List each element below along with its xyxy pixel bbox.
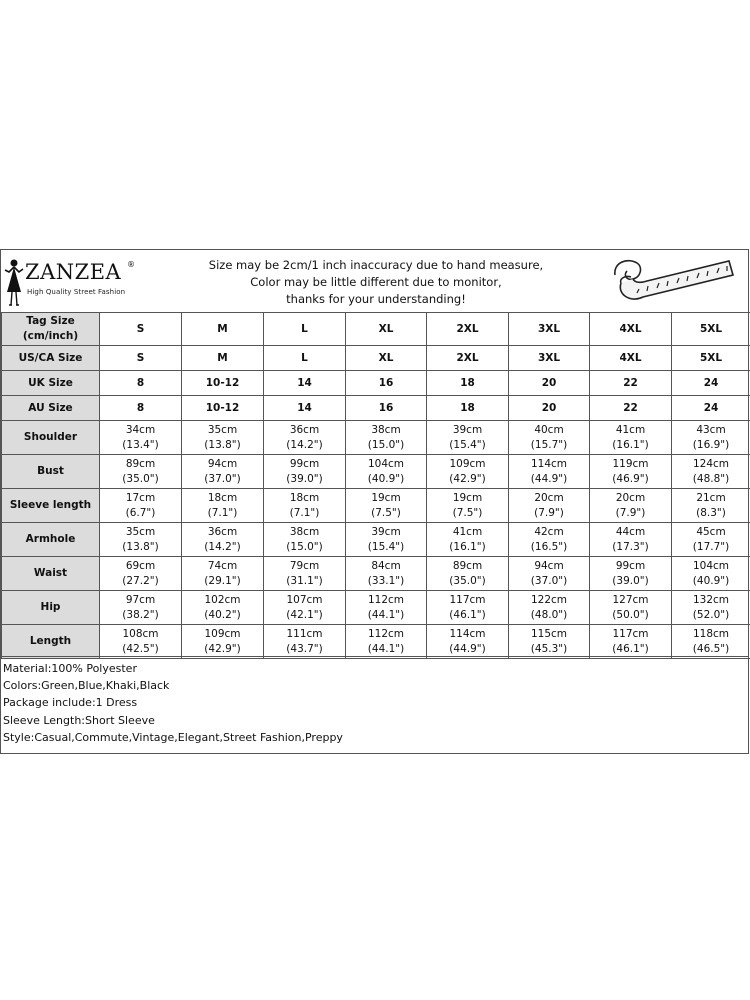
measurement-cell: [182, 591, 264, 625]
measurement-cell: [590, 591, 672, 625]
inch-value: (14.2"): [286, 438, 323, 451]
row-label-cell: [2, 557, 100, 591]
cm-value: 74cm: [207, 559, 238, 572]
cm-value: 114cm: [530, 457, 568, 470]
conversion-value: 14: [297, 376, 312, 389]
measurement-notice: [181, 257, 571, 308]
conversion-cell: [672, 396, 750, 421]
size-header-cell: [590, 313, 672, 346]
cm-value: 20cm: [615, 491, 646, 504]
conversion-cell: [182, 396, 264, 421]
size-header: S: [136, 322, 145, 335]
conversion-cell: [264, 371, 346, 396]
inch-value: (7.9"): [615, 506, 646, 519]
inch-value: (17.3"): [612, 540, 649, 553]
conversion-value: 18: [460, 376, 475, 389]
measurement-row: [2, 523, 750, 557]
cm-value: 104cm: [692, 559, 730, 572]
inch-value: (31.1"): [286, 574, 323, 587]
measurement-cell: [672, 625, 750, 659]
measurement-cell: [182, 455, 264, 489]
tag-size-header: [2, 313, 100, 346]
measurement-cell: [264, 421, 346, 455]
cm-value: 42cm: [534, 525, 564, 538]
cm-value: 107cm: [286, 593, 323, 606]
cm-value: 99cm: [289, 457, 320, 470]
inch-value: (46.1"): [612, 642, 649, 655]
inch-value: (16.1"): [612, 438, 649, 451]
inch-value: (15.7"): [530, 438, 568, 451]
measuring-tape-icon: [607, 253, 737, 309]
measurement-cell: [427, 625, 509, 659]
chart-header: [1, 250, 748, 313]
row-label-cell: [2, 625, 100, 659]
measurement-cell: [590, 421, 672, 455]
measurement-cell: [672, 455, 750, 489]
measurement-cell: [590, 523, 672, 557]
measurement-cell: [590, 557, 672, 591]
row-label-cell: [2, 591, 100, 625]
inch-value: (40.9"): [692, 574, 730, 587]
measurement-cell: [346, 523, 427, 557]
measurement-cell: [509, 421, 590, 455]
inch-value: (13.8"): [204, 438, 241, 451]
conversion-value: 2XL: [456, 351, 479, 364]
measurement-cell: [672, 489, 750, 523]
notice-line: Color may be little different due to monitor,: [250, 275, 502, 289]
measurement-cell: [509, 489, 590, 523]
cm-value: 112cm: [367, 593, 405, 606]
inch-value: (48.8"): [692, 472, 730, 485]
measurement-cell: [264, 591, 346, 625]
measurement-cell: [509, 557, 590, 591]
row-label: Shoulder: [23, 431, 78, 443]
measurement-cell: [427, 489, 509, 523]
inch-value: (35.0"): [449, 574, 486, 587]
cm-value: 18cm: [207, 491, 238, 504]
cm-value: 104cm: [367, 457, 405, 470]
notice-line: Size may be 2cm/1 inch inaccuracy due to hand measure,: [208, 258, 544, 272]
size-header: 2XL: [456, 322, 479, 335]
cm-value: 132cm: [692, 593, 730, 606]
row-label-cell: [2, 346, 100, 371]
measurement-cell: [346, 557, 427, 591]
conversion-value: S: [136, 351, 145, 364]
tag-size-row: [2, 313, 750, 346]
conversion-cell: [590, 346, 672, 371]
size-table: [1, 312, 750, 659]
measurement-cell: [264, 489, 346, 523]
size-chart: [0, 249, 749, 754]
conversion-cell: [100, 371, 182, 396]
cm-value: 41cm: [452, 525, 483, 538]
conversion-value: L: [301, 351, 308, 364]
conversion-value: M: [217, 351, 228, 364]
conversion-row: [2, 346, 750, 371]
row-label: US/CA Size: [18, 351, 83, 364]
inch-value: (14.2"): [204, 540, 241, 553]
conversion-cell: [427, 346, 509, 371]
tag-size-label: Tag Size (cm/inch): [22, 315, 79, 342]
cm-value: 35cm: [125, 525, 156, 538]
cm-value: 38cm: [371, 423, 401, 436]
size-header-cell: [427, 313, 509, 346]
conversion-cell: [182, 346, 264, 371]
measurement-row: [2, 625, 750, 659]
measurement-cell: [100, 591, 182, 625]
inch-value: (15.0"): [286, 540, 323, 553]
measurement-cell: [427, 523, 509, 557]
inch-value: (37.0"): [530, 574, 568, 587]
measurement-cell: [346, 591, 427, 625]
cm-value: 97cm: [125, 593, 156, 606]
cm-value: 119cm: [612, 457, 649, 470]
measurement-cell: [427, 421, 509, 455]
cm-value: 99cm: [615, 559, 646, 572]
measurement-cell: [427, 455, 509, 489]
inch-value: (44.9"): [449, 642, 486, 655]
cm-value: 19cm: [452, 491, 483, 504]
measurement-cell: [182, 557, 264, 591]
cm-value: 122cm: [530, 593, 568, 606]
conversion-cell: [264, 396, 346, 421]
measurement-cell: [672, 523, 750, 557]
measurement-cell: [264, 523, 346, 557]
measurement-cell: [427, 591, 509, 625]
measurement-cell: [590, 489, 672, 523]
inch-value: (45.3"): [530, 642, 568, 655]
conversion-value: 22: [623, 376, 638, 389]
cm-value: 39cm: [452, 423, 483, 436]
conversion-value: 18: [460, 401, 475, 414]
conversion-cell: [509, 396, 590, 421]
colors-text: Colors:Green,Blue,Khaki,Black: [3, 679, 170, 693]
product-info: [1, 656, 748, 753]
measurement-row: [2, 591, 750, 625]
inch-value: (33.1"): [367, 574, 405, 587]
inch-value: (13.4"): [122, 438, 159, 451]
cm-value: 38cm: [289, 525, 320, 538]
cm-value: 35cm: [207, 423, 238, 436]
inch-value: (44.1"): [367, 642, 405, 655]
conversion-cell: [427, 371, 509, 396]
conversion-value: 10-12: [205, 376, 240, 389]
conversion-cell: [346, 396, 427, 421]
inch-value: (42.9"): [204, 642, 241, 655]
conversion-value: 14: [297, 401, 312, 414]
inch-value: (40.9"): [367, 472, 405, 485]
size-header-cell: [509, 313, 590, 346]
cm-value: 94cm: [534, 559, 564, 572]
measurement-cell: [182, 489, 264, 523]
fashion-figure-logo-icon: [3, 258, 25, 308]
inch-value: (17.7"): [692, 540, 730, 553]
sleeve-length-text: Sleeve Length:Short Sleeve: [3, 713, 155, 727]
measurement-cell: [182, 625, 264, 659]
inch-value: (50.0"): [612, 608, 649, 621]
measurement-cell: [590, 625, 672, 659]
row-label: Sleeve length: [9, 499, 92, 511]
inch-value: (38.2"): [122, 608, 159, 621]
notice-line: thanks for your understanding!: [286, 292, 466, 306]
cm-value: 118cm: [692, 627, 730, 640]
measurement-cell: [427, 557, 509, 591]
inch-value: (7.9"): [534, 506, 564, 519]
row-label: UK Size: [28, 376, 73, 389]
conversion-value: 20: [541, 401, 557, 414]
material-text: Material:100% Polyester: [3, 662, 137, 675]
inch-value: (27.2"): [122, 574, 159, 587]
inch-value: (16.1"): [449, 540, 486, 553]
size-header-cell: [672, 313, 750, 346]
conversion-cell: [100, 396, 182, 421]
row-label: AU Size: [28, 401, 73, 414]
measurement-cell: [346, 625, 427, 659]
cm-value: 109cm: [449, 457, 486, 470]
measurement-cell: [346, 421, 427, 455]
brand-logo: [3, 256, 138, 308]
cm-value: 19cm: [371, 491, 401, 504]
measurement-cell: [100, 523, 182, 557]
cm-value: 89cm: [452, 559, 483, 572]
measurement-cell: [100, 557, 182, 591]
inch-value: (6.7"): [125, 506, 156, 519]
inch-value: (46.1"): [449, 608, 486, 621]
measurement-cell: [346, 455, 427, 489]
cm-value: 117cm: [449, 593, 486, 606]
cm-value: 34cm: [125, 423, 156, 436]
measurement-cell: [672, 421, 750, 455]
row-label-cell: [2, 371, 100, 396]
conversion-cell: [509, 346, 590, 371]
cm-value: 117cm: [612, 627, 649, 640]
size-header-cell: [182, 313, 264, 346]
measurement-row: [2, 455, 750, 489]
measurement-cell: [100, 489, 182, 523]
conversion-cell: [590, 371, 672, 396]
cm-value: 43cm: [696, 423, 726, 436]
inch-value: (44.1"): [367, 608, 405, 621]
measurement-cell: [509, 455, 590, 489]
row-label-cell: [2, 396, 100, 421]
cm-value: 44cm: [615, 525, 646, 538]
cm-value: 124cm: [692, 457, 730, 470]
row-label-cell: [2, 523, 100, 557]
measurement-cell: [509, 625, 590, 659]
cm-value: 111cm: [286, 627, 323, 640]
style-text: Style:Casual,Commute,Vintage,Elegant,Street Fashion,Preppy: [3, 730, 343, 744]
inch-value: (35.0"): [122, 472, 159, 485]
cm-value: 115cm: [530, 627, 568, 640]
cm-value: 41cm: [615, 423, 646, 436]
measurement-cell: [100, 455, 182, 489]
cm-value: 36cm: [207, 525, 238, 538]
inch-value: (15.4"): [449, 438, 486, 451]
cm-value: 40cm: [534, 423, 564, 436]
inch-value: (46.9"): [612, 472, 649, 485]
row-label: Length: [29, 635, 72, 647]
conversion-cell: [100, 346, 182, 371]
inch-value: (48.0"): [530, 608, 568, 621]
measurement-cell: [182, 523, 264, 557]
cm-value: 36cm: [289, 423, 320, 436]
inch-value: (7.1"): [289, 506, 320, 519]
registered-mark: ®: [127, 260, 135, 269]
conversion-cell: [264, 346, 346, 371]
inch-value: (39.0"): [612, 574, 649, 587]
inch-value: (7.1"): [207, 506, 238, 519]
measurement-cell: [264, 625, 346, 659]
inch-value: (29.1"): [204, 574, 241, 587]
size-header: L: [301, 322, 308, 335]
measurement-cell: [182, 421, 264, 455]
conversion-cell: [672, 346, 750, 371]
measurement-cell: [509, 591, 590, 625]
measurement-cell: [509, 523, 590, 557]
inch-value: (7.5"): [371, 506, 401, 519]
row-label: Armhole: [25, 533, 76, 545]
cm-value: 94cm: [207, 457, 238, 470]
cm-value: 45cm: [696, 525, 726, 538]
conversion-value: 8: [136, 376, 145, 389]
size-header: M: [217, 322, 228, 335]
size-header: XL: [378, 322, 394, 335]
package-text: Package include:1 Dress: [3, 696, 138, 710]
cm-value: 69cm: [125, 559, 156, 572]
cm-value: 20cm: [534, 491, 564, 504]
size-header: 4XL: [619, 322, 642, 335]
conversion-row: [2, 371, 750, 396]
conversion-cell: [346, 371, 427, 396]
conversion-value: 24: [703, 401, 719, 414]
cm-value: 18cm: [289, 491, 320, 504]
inch-value: (16.5"): [530, 540, 568, 553]
conversion-cell: [590, 396, 672, 421]
cm-value: 89cm: [125, 457, 156, 470]
conversion-row: [2, 396, 750, 421]
conversion-cell: [346, 346, 427, 371]
conversion-cell: [182, 371, 264, 396]
measurement-cell: [346, 489, 427, 523]
cm-value: 114cm: [449, 627, 486, 640]
measurement-row: [2, 557, 750, 591]
conversion-value: 16: [378, 401, 394, 414]
inch-value: (42.5"): [122, 642, 159, 655]
inch-value: (42.9"): [449, 472, 486, 485]
measurement-cell: [100, 421, 182, 455]
row-label-cell: [2, 455, 100, 489]
cm-value: 84cm: [371, 559, 401, 572]
inch-value: (44.9"): [530, 472, 568, 485]
inch-value: (52.0"): [692, 608, 730, 621]
cm-value: 79cm: [289, 559, 320, 572]
brand-name: ZANZEA: [25, 260, 122, 284]
inch-value: (16.9"): [692, 438, 730, 451]
size-header: 3XL: [537, 322, 561, 335]
size-header-cell: [100, 313, 182, 346]
measurement-row: [2, 489, 750, 523]
conversion-cell: [427, 396, 509, 421]
inch-value: (7.5"): [452, 506, 483, 519]
size-header-cell: [346, 313, 427, 346]
size-header: 5XL: [699, 322, 723, 335]
cm-value: 21cm: [696, 491, 726, 504]
row-label-cell: [2, 489, 100, 523]
conversion-value: 10-12: [205, 401, 240, 414]
cm-value: 109cm: [204, 627, 241, 640]
conversion-value: 5XL: [699, 351, 723, 364]
inch-value: (43.7"): [286, 642, 323, 655]
cm-value: 112cm: [367, 627, 405, 640]
row-label-cell: [2, 421, 100, 455]
inch-value: (40.2"): [204, 608, 241, 621]
conversion-cell: [672, 371, 750, 396]
conversion-value: 22: [623, 401, 638, 414]
measurement-cell: [264, 557, 346, 591]
inch-value: (46.5"): [692, 642, 730, 655]
cm-value: 108cm: [122, 627, 159, 640]
cm-value: 17cm: [125, 491, 156, 504]
conversion-cell: [509, 371, 590, 396]
brand-tagline: High Quality Street Fashion: [27, 288, 126, 296]
row-label: Bust: [37, 465, 64, 477]
cm-value: 39cm: [371, 525, 401, 538]
measurement-cell: [100, 625, 182, 659]
row-label: Hip: [40, 601, 61, 613]
inch-value: (37.0"): [204, 472, 241, 485]
cm-value: 102cm: [204, 593, 241, 606]
inch-value: (15.0"): [367, 438, 405, 451]
conversion-value: 24: [703, 376, 719, 389]
size-header-cell: [264, 313, 346, 346]
inch-value: (39.0"): [286, 472, 323, 485]
measurement-cell: [590, 455, 672, 489]
inch-value: (42.1"): [286, 608, 323, 621]
conversion-value: 8: [136, 401, 145, 414]
conversion-value: 16: [378, 376, 394, 389]
measurement-cell: [672, 557, 750, 591]
measurement-row: [2, 421, 750, 455]
cm-value: 127cm: [612, 593, 649, 606]
row-label: Waist: [33, 567, 68, 579]
measurement-cell: [264, 455, 346, 489]
inch-value: (13.8"): [122, 540, 159, 553]
inch-value: (8.3"): [696, 506, 726, 519]
conversion-value: 20: [541, 376, 557, 389]
measurement-cell: [672, 591, 750, 625]
inch-value: (15.4"): [367, 540, 405, 553]
conversion-value: XL: [378, 351, 394, 364]
conversion-value: 3XL: [537, 351, 561, 364]
conversion-value: 4XL: [619, 351, 642, 364]
